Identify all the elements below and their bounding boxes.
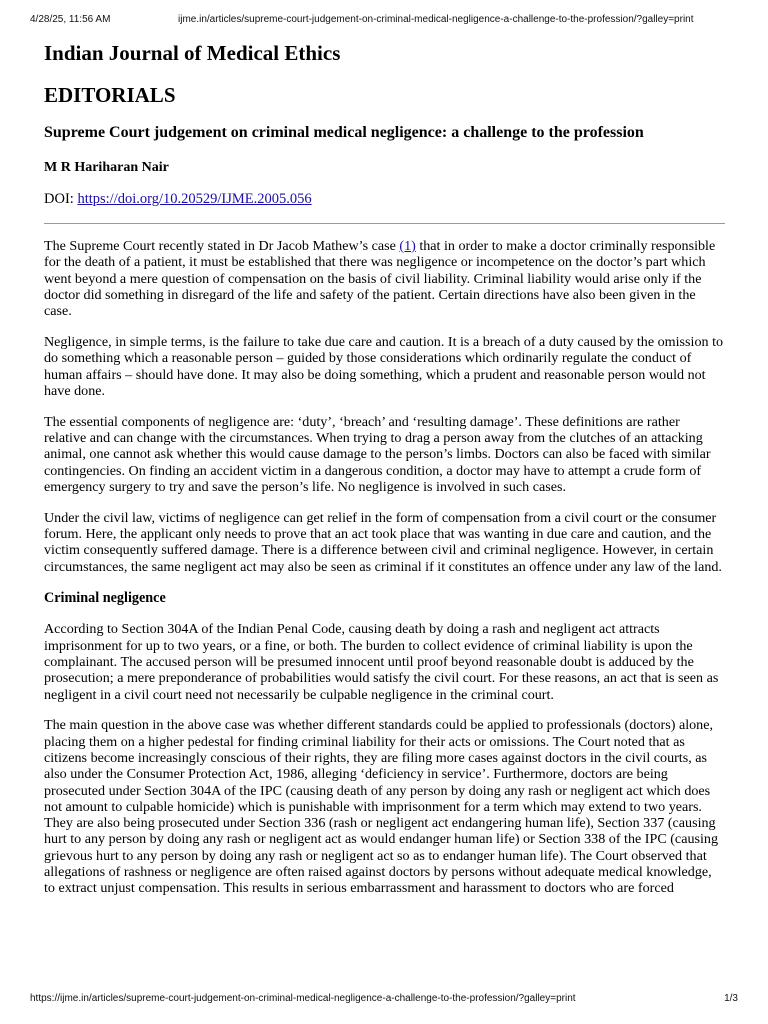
paragraph-5: According to Section 304A of the Indian Penal Code, causing death by doing a rash and negligent act attracts imprisonment for up to two years, or a fine, or both. The burden to collect evidence of criminal liability is upon the complainant. The accused person will be presumed innocent until proof beyond reasonable doubt is adduced by the prosecution; a mere preponderance of probabilities would satisfy the civil court. For these reasons, an act that is seen as negligent in a civil court need not necessarily be culpable negligence in the criminal court. [44,621,719,703]
doi-label: DOI: [44,191,74,207]
paragraph-1 [44,238,725,319]
print-timestamp: 4/28/25, 11:56 AM [30,14,111,25]
page-number: 1/3 [724,993,738,1004]
article-content [44,38,725,911]
paragraph-2: Negligence, in simple terms, is the failure to take due care and caution. It is a breach of a duty caused by the omission to do something which a reasonable person – guided by those considerations which ordinarily regulate the conduct of human affairs – should have done. It may also be doing something, which a prudent and reasonable person would not have done. [44,333,724,399]
paragraph-4: Under the civil law, victims of negligence can get relief in the form of compensation from a civil court or the consumer forum. Here, the applicant only needs to prove that an act took place that was wanting in due care and caution, and the victim consequently suffered damage. There is a difference between civil and criminal negligence. However, in certain circumstances, the same negligent act may also be seen as criminal if it constitutes an offence under any law of the land. [44,509,722,575]
print-footer-url: https://ijme.in/articles/supreme-court-judgement-on-criminal-medical-negligence-a-challenge-to-the-profession/?galley=print [30,993,576,1004]
heading-criminal-negligence: Criminal negligence [44,590,166,607]
article-title: Supreme Court judgement on criminal medical negligence: a challenge to the profession [44,124,644,141]
reference-link-1[interactable]: (1) [399,238,416,254]
divider [44,223,725,224]
p1-after: that in order to make a doctor criminally responsible for the death of a patient, it must be established that there was negligence or incompetence on the doctor’s part which went beyond a mere question of compensation on the basis of civil liability. Criminal liability would arise only if the doctor did something in disregard of the life and safety of the patient. Certain directions have also been given in the case. [44,238,716,320]
journal-title: Indian Journal of Medical Ethics [44,41,341,65]
p1-before: The Supreme Court recently stated in Dr Jacob Mathew’s case [44,238,400,254]
article-body [44,238,725,897]
article-author: M R Hariharan Nair [44,160,169,175]
paragraph-6: The main question in the above case was whether different standards could be applied to professionals (doctors) alone, placing them on a higher pedestal for finding criminal liability for their acts or omissions. The Court noted that as citizens become increasingly conscious of their rights, they are filing more cases against doctors in the civil courts, as also under the Consumer Protection Act, 1986, alleging ‘deficiency in service’. Furthermore, doctors are being prosecuted under Section 304A of the IPC (causing death of any person by doing any rash or negligent act which does not amount to culpable homicide) which is punishable with imprisonment for a term which may extend to two years. They are also being prosecuted under Section 336 (rash or negligent act endangering human life), Section 337 (causing hurt to any person by doing any rash or negligent act as would endanger human life) or Section 338 of the IPC (causing grievous hurt to any person by doing any rash or negligent act so as to endanger human life). The Court observed that allegations of rashness or negligence are often raised against doctors by persons without adequate medical knowledge, to extract unjust compensation. This results in serious embarrassment and harassment to doctors who are forced [44,717,718,897]
paragraph-3: The essential components of negligence are: ‘duty’, ‘breach’ and ‘resulting damage’. These definitions are rather relative and can change with the circumstances. When trying to drag a person away from the clutches of an attacking animal, one cannot ask whether this would cause damage to the person’s limbs. Doctors can also be faced with similar contingencies. On finding an accident victim in a dangerous condition, a doctor may have to attempt a crude form of emergency surgery to try and save the person’s life. No negligence is involved in such cases. [44,413,711,495]
print-header-url: ijme.in/articles/supreme-court-judgement-on-criminal-medical-negligence-a-challenge-to-the-profession/?galley=print [178,14,694,25]
doi-link[interactable]: https://doi.org/10.20529/IJME.2005.056 [77,191,312,207]
section-title: EDITORIALS [44,83,176,107]
doi-line [44,189,725,209]
